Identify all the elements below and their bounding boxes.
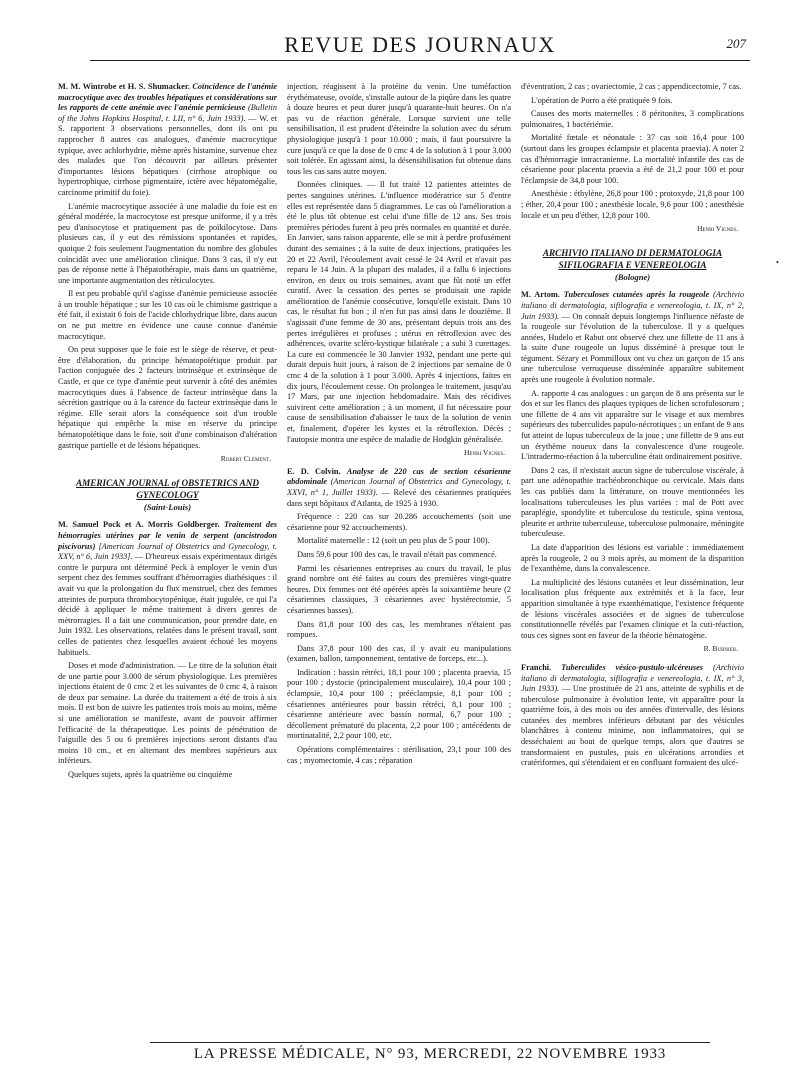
article-heading bbox=[521, 290, 744, 385]
column-1 bbox=[58, 82, 277, 784]
article-heading bbox=[521, 663, 744, 769]
article-authors: M. Artom. bbox=[521, 290, 560, 300]
article-artom bbox=[521, 290, 744, 655]
journal-heading: ARCHIVIO ITALIANO DI DERMATOLOGIA SIFILOGRAFIA E VENEREOLOGIA bbox=[542, 247, 723, 270]
article-authors: Franchi. bbox=[521, 662, 552, 672]
margin-mark: • bbox=[776, 258, 779, 267]
article-title: Tuberculides vésico-pustulo-ulcéreuses bbox=[561, 662, 704, 672]
column-3 bbox=[521, 82, 744, 772]
article-text: — Une prostituée de 21 ans, atteinte de syphilis et de tuberculose pulmonaire à évolution lente, vit apparaître pour la quatrième fois, à des mois ou des années d'intervalle, des lésions cutanées des membres inférieurs débutant par des vésicules blanchâtres à contenu minime, non inflammatoires, qui se desséchaient au bout de quelque temps, alors que d'autres se transformaient en pustules, puis en ulcérations arrondies et cratériformes, qui s'étendaient et en confluant formaient des ulcé- bbox=[521, 684, 744, 768]
article-text: — D'heureux essais expérimentaux dirigés contre le purpura ont déterminé Peck à employer le venin d'un serpent chez des femmes souffrant d'hémorragies diathésiques : il avait vu que la prolongation du flux menstruel, chez des femmes atteintes de purpura thrombocytopénique, était jugulée, ce qui l'a décidé à appliquer le même traitement à divers genres de métrorragies. Il a fait une communication, pour prendre date, en Juin 1932. Les observations, relatées dans le présent travail, sont celles de patientes chez lesquelles avaient échoué les moyens habituels. bbox=[58, 552, 277, 657]
article-authors: M. Samuel Pock et A. Morris Goldberger. bbox=[58, 520, 220, 530]
article-paragraph: Mortalité maternelle : 12 (soit un peu plus de 5 pour 100). bbox=[297, 536, 490, 546]
article-authors: M. M. Wintrobe et H. S. Shumacker. bbox=[58, 82, 190, 91]
article-paragraph: Indication : bassin rétréci, 18,1 pour 100 ; placenta praevia, 15 pour 100 ; dystocie (principalement musculaire), 10,4 pour 100 ; éclampsie, 10,4 pour 100 ; prééclampsie, 8,1 pour 100 ; césariennes antérieures pour bassin rétréci, 8,1 pour 100 ; césarienne antérieure avec bassin normal, 6,7 pour 100 ; décollement prématuré du placenta, 2,2 pour 100 ; antécédents de mortinatalité, 2,2 pour 100, etc. bbox=[287, 667, 511, 741]
article-title: Traitement des hémorragies utérines par le venin de serpent (ancistrodon piscivorus) bbox=[58, 520, 277, 551]
article-paragraph: Dans 37,8 pour 100 des cas, il y avait eu manipulations (examen, ballon, tamponnement, tentative de forceps, etc...). bbox=[287, 643, 511, 664]
article-title: Analyse de 220 cas de section césarienne abdominale bbox=[287, 466, 511, 487]
article-title: Coïncidence de l'anémie macrocytique avec des troubles hépatiques et considérations sur les rapports de cette anémie avec l'anémie pernicieuse bbox=[58, 82, 277, 113]
article-authors: E. D. Colvin. bbox=[287, 466, 341, 476]
article-title: Tuberculoses cutanées après la rougeole bbox=[563, 290, 710, 300]
column-2 bbox=[287, 82, 511, 769]
article-heading bbox=[58, 82, 277, 199]
article-paragraph: Il est peu probable qu'il s'agisse d'anémie pernicieuse associée à un trouble hépatique ; sur les 10 cas où le chimisme gastrique a été fait, il existait 6 fois de l'acide chlorhydrique libre, dans aucun on ne put mettre en évidence une cause connue d'anémie macrocytique. bbox=[58, 289, 277, 341]
author-signature: Henri Vignes. bbox=[696, 224, 738, 234]
author-signature: Henri Vignes. bbox=[463, 448, 505, 458]
article-paragraph: Anesthésie : éthylène, 26,8 pour 100 ; protoxyde, 21,8 pour 100 ; éther, 20,4 pour 100 ; anesthésie locale, 9,6 pour 100 ; anesthésie locale et un peu d'éther, 12,8 pour 100. bbox=[521, 189, 744, 220]
page-header bbox=[90, 30, 750, 61]
article-text: — Relevé des césariennes pratiquées dans sept hôpitaux d'Atlanta, de 1925 à 1930. bbox=[287, 487, 512, 508]
page-footer bbox=[150, 1042, 710, 1063]
article-paragraph: Fréquence : 220 cas sur 20.286 accouchements (soit une césarienne pour 92 accouchements). bbox=[287, 512, 511, 532]
author-signature: R. Burnier. bbox=[703, 644, 738, 654]
article-franchi bbox=[521, 663, 744, 769]
article-text: — W. et S. rapportent 3 observations personnelles, dont ils ont pu rapprocher 8 autres cas analogues, d'anémie macrocytique typique, avec achlorhydrie, même après histamine, survenue chez des malades que l'on découvrit par ailleurs présenter d'importantes lésions hépatiques (cirrhose atrophique ou hypertrophique, cirrhose pigmentaire, ictère avec hépatomégalie, carcinome primitif du foie). bbox=[58, 113, 277, 197]
article-heading bbox=[287, 467, 511, 509]
article-paragraph: Causes des morts maternelles : 8 péritonites, 3 complications pulmonaires, 1 bactériémie. bbox=[521, 109, 744, 129]
article-paragraph: L'opération de Porro a été pratiquée 9 fois. bbox=[531, 95, 673, 105]
article-paragraph: injection, réagissent à la protéine du venin. Une tuméfaction érythémateuse, ovoïde, s'installe autour de la piqûre dans les quatre à douze heures et peut durer jusqu'à quarante-huit heures. On n'a pas vu de réaction générale. Lorsque survient une telle sensibilisation, il est prudent d'éteindre la solution avec du sérum physiologique jusqu'à 1 pour 10.000 ; mais, il faut poursuivre la cure jusqu'à ce que la dose de 0 cmc 4 de la solution à 1 pour 3.000 soit tolérée. En agissant ainsi, la désensibilisation fut obtenue dans tous les cas sans autre moyen. bbox=[287, 82, 511, 176]
article-paragraph: Quelques sujets, après la quatrième ou cinquième bbox=[68, 770, 233, 780]
running-title: REVUE DES JOURNAUX bbox=[284, 32, 556, 57]
article-text: — On connaît depuis longtemps l'influence néfaste de la rougeole sur l'évolution de la tuberculose. Il y a quelques années, Hudelo et Rabut ont observé chez une fillette de 11 ans à la suite d'une rougeole un lupus disséminé à presque tout le tégument. Sézary et Pommilloux ont vu chez un garçon de 15 ans une tuberculose verruqueuse disséminée apparaître subitement après une rougeole à évolution normale. bbox=[521, 311, 744, 385]
article-paragraph: Dans 2 cas, il n'existait aucun signe de tuberculose viscérale, à part une adénopathie trachéobronchique ou cervicale. Mais dans les cas publiés dans la littérature, on trouve mentionnées les localisations tuberculeuses les plus variées : mal de Pott avec paraplégie, spondylite et tuberculose du testicule, spina ventosa, pleurite et arthrite tuberculeuse, tuberculose pulmonaire, méningite tuberculeuse. bbox=[521, 465, 745, 539]
journal-heading: AMERICAN JOURNAL of OBSTETRICS AND GYNECOLOGY bbox=[75, 477, 260, 500]
footer-text: LA PRESSE MÉDICALE, N° 93, MERCREDI, 22 NOVEMBRE 1933 bbox=[193, 1046, 667, 1062]
article-pock bbox=[58, 520, 277, 780]
article-paragraph: Dans 81,8 pour 100 des cas, les membranes n'étaient pas rompues. bbox=[287, 619, 511, 640]
article-paragraph: L'anémie macrocytique associée à une maladie du foie est en général modérée, la macrocytose est presque uniforme, il y a très peu d'anisocytose et pratiquement pas de poïkilocytose. Dans plusieurs cas, il y eut des rémissions spontanées et rapides, quoique 2 fois seulement l'augmentation du nombre des globules coïncidât avec une amélioration clinique. Dans 3 cas, il n'y eut pas de réponse nette à l'hépatothérapie, mais dans un quatrième, une importante augmentation des réticulocytes. bbox=[58, 201, 277, 285]
article-reference: (Archivio italiano di dermatologia, sifilografia e venereologia, t. IX, n° 2, Juin 1933). bbox=[521, 290, 745, 321]
article-heading bbox=[58, 520, 277, 658]
article-paragraph: d'éventration, 2 cas ; ovariectomie, 2 cas ; appendicectomie, 7 cas. bbox=[521, 82, 742, 91]
journal-city: (Saint-Louis) bbox=[143, 501, 192, 512]
article-wintrobe bbox=[58, 82, 277, 465]
article-paragraph: A. rapporte 4 cas analogues : un garçon de 8 ans présenta sur le dos et sur les flancs des plaques typiques de lichen scrofulosorum ; une fillette de 4 ans vit apparaître sur le visage et aux membres supérieurs des tuberculides papulo-nécrotiques ; un enfant de 9 ans fut atteint de lupus tuberculeux de la joue ; une fillette de 9 ans eut un érythème noueux dans la convalescence d'une rougeole. L'intradermo-réaction à la tuberculine était ordinairement positive. bbox=[521, 388, 744, 462]
article-paragraph: Opérations complémentaires : stérilisation, 23,1 pour 100 des cas ; myomectomie, 4 cas ; réparation bbox=[287, 745, 511, 765]
article-reference: (Bulletin of the Johns Hopkins Hospital, t. LII, n° 6, Juin 1933). bbox=[58, 103, 277, 123]
author-signature: Robert Clément. bbox=[220, 454, 271, 464]
article-paragraph: On peut supposer que le foie est le siège de réserve, et peut-être d'élaboration, du principe hématopoïétique produit par l'action conjuguée des 2 facteurs intrinsèque et extrinsèque de Castle, et que ce type d'anémie peut survenir à côté des anémies macrocytiques dues à l'absence de facteur intrinsèque dans la sécrétion gastrique ou à la carence du facteur extrinsèque dans le régime. Elle serait alors la conséquence soit d'un trouble hépatique qui empêche la mise en réserve du principe hématopoïétique dans le foie, soit d'une combinaison d'altération gastrique partielle et de lésions hépatiques. bbox=[58, 345, 277, 450]
article-paragraph: Mortalité fœtale et néonatale : 37 cas soit 16,4 pour 100 (surtout dans les groupes éclampsie et placenta praevia). A noter 2 cas d'hémorragie intracranienne. La mortalité infantile des cas de césarienne pour placenta praevia a été de 21,2 pour 100 et pour l'éclampsie de 34,8 pour 100. bbox=[521, 133, 744, 185]
article-reference: (American Journal of Obstetrics and Gynecology, t. XXVI, n° 1, Juillet 1933). bbox=[287, 477, 511, 497]
article-reference: (Archivio italiano di dermatologia, sifilografia e venereologia, t. IX, n° 3, Juin 1933). bbox=[521, 662, 745, 694]
article-paragraph: Dans 59,6 pour 100 des cas, le travail n'était pas commencé. bbox=[297, 549, 497, 559]
article-colvin bbox=[287, 467, 511, 766]
article-paragraph: La date d'apparition des lésions est variable : immédiatement après la rougeole, 2 ou 3 mois après, au moment de la disparition de l'exanthème, dans la convalescence. bbox=[521, 542, 744, 574]
journal-city: (Bologne) bbox=[614, 271, 651, 282]
article-paragraph: La multiplicité des lésions cutanées et leur dissémination, leur localisation plus fréquente aux extrémités et à la face, leur apparition simultanée à type exanthématique, l'existence fréquente de lésions viscérales associées et de signes de tuberculose constitutionnelle révélés par l'examen clinique et la cuti-réaction, tous ces signes sont en faveur de la théorie hématogène. bbox=[521, 577, 744, 640]
article-paragraph: Parmi les césariennes entreprises au cours du travail, le plus grand nombre ont été faites au cours des premières vingt-quatre heures. Dix femmes ont été opérées après la soixantième heure (2 césariennes classiques, 3 césariennes avec hystérectomie, 5 césariennes basses). bbox=[287, 563, 511, 615]
page-number: 207 bbox=[726, 36, 746, 51]
article-paragraph: Données cliniques. — Il fut traité 12 patientes atteintes de pertes sanguines utérines. L'influence modératrice sur 5 d'entre elles est représentée dans 5 diagrammes. Le cas où l'amélioration a été le plus tôt obtenue est celui d'une fille de 12 ans. Ses trois premières périodes furent à peu près normales en quantité et durée. En Janvier, sans raison apparente, elle se mit à perdre profusément durant des semaines ; à la suite de deux injections, pratiquées les 20 et 22 Avril, l'écoulement avait cessé le 24 Avril et n'avait pas reparu le 14 Juin. A la plupart des malades, il a fallu 6 injections environ, en deux ou trois semaines, avant que fût noté un effet curatif. Avec la cessation des pertes se produisait une rapide amélioration de l'anémie consécutive, lorsqu'elle existait. Dans 10 cas, le résultat fut bon ; il n'en fut pas ainsi dans le douzième. Il s'agissait d'une femme de 30 ans, présentant depuis trois ans des pertes irrégulières et profuses ; utérus en rétroflexion avec des adhérences, ovarite scléro-kystique bilatérale ; a subi 3 curettages. La cure est commencée le 30 Janvier 1932, pendant une perte qui durait depuis huit jours, à raison de 2 injections par semaine de 0 cmc 4 de la solution à 1 pour 3.000. Après 4 injections, faites en dix jours, l'écoulement cesse. On prolongea le traitement, jusqu'au 17 Mars, par une injection hebdomadaire. Mais des récidives suivirent cette amélioration ; à un moment, il fut nécessaire pour cause de sensibilisation d'abaisser le taux de la solution de venin et, finalement, d'opérer les kystes et la rétroflexion. Décès ; l'autopsie montra une espèce de maladie de Hodgkin généralisée. bbox=[287, 180, 511, 444]
article-paragraph: Doses et mode d'administration. — Le titre de la solution était de une partie pour 3.000 de sérum physiologique. Les premières injections étaient de 0 cmc 2 et les suivantes de 0 cmc 4, à raison de deux par semaine. La durée du traitement a été de trois à six mois. Il est bon de suivre les patientes trois mois au moins, même si une amélioration se manifeste, avant de pouvoir affirmer l'efficacité de la thérapeutique. Les points de pénétration de l'aiguille des 5 ou 6 premières injections seront distants d'au moins 10 cm., et en alternant des membres supérieurs aux inférieurs. bbox=[58, 661, 277, 766]
article-reference: [American Journal of Obstetrics and Gynecology, t. XXV, n° 6, Juin 1933]. bbox=[58, 541, 277, 562]
